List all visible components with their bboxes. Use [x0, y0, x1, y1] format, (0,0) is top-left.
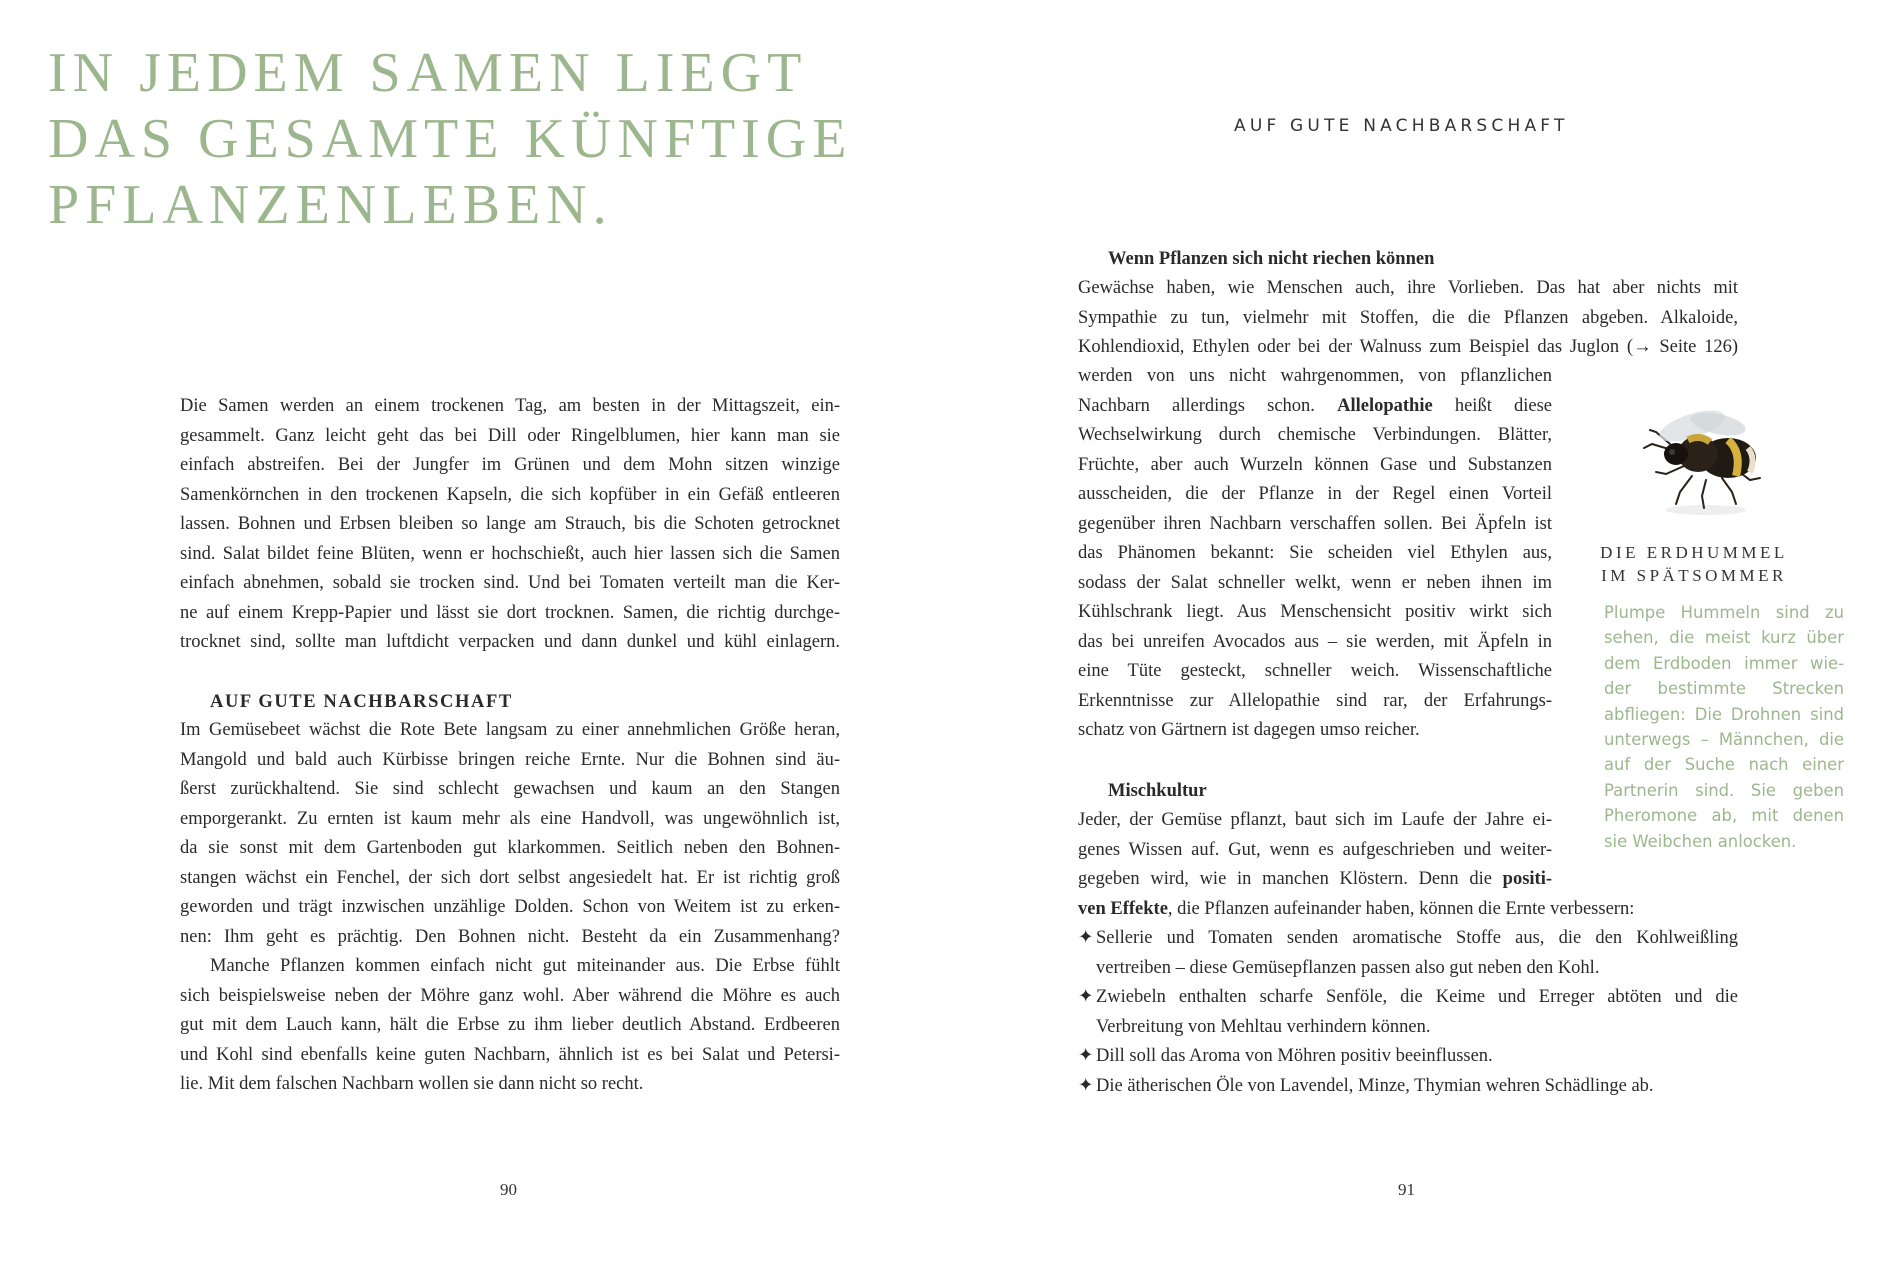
caption-title-line: IM SPÄTSOMMER	[1601, 566, 1787, 585]
text-line: schatz von Gärtnern ist dagegen umso reicher.	[1078, 720, 1420, 740]
list-item-continuation: Verbreitung von Mehltau verhindern können.	[1096, 1016, 1431, 1037]
text-line: ne auf einem Krepp-Papier und lässt sie dort trocknen. Samen, die richtig durchge-	[180, 602, 840, 623]
bold-term: ven Effekte	[1078, 899, 1168, 919]
text-line: stangen wächst ein Fenchel, der sich dort selbst angesiedelt hat. Er ist richtig groß	[180, 867, 840, 888]
caption-line: sehen, die meist kurz über	[1604, 628, 1844, 648]
caption-line: dem Erdboden immer wie-	[1604, 653, 1844, 673]
caption-line: unterwegs – Männchen, die	[1604, 729, 1844, 749]
text-line: sodass der Salat schneller welkt, wenn er neben ihnen im	[1078, 572, 1552, 593]
bullet-icon: ✦	[1078, 1075, 1094, 1096]
list-item-text: Die ätherischen Öle von Lavendel, Minze, Thymian wehren Schädlinge ab.	[1096, 1075, 1654, 1096]
text-line: Kohlendioxid, Ethylen oder bei der Walnuss zum Beispiel das Juglon (→ Seite 126)	[1078, 337, 1738, 357]
text-line: Früchte, aber auch Wurzeln können Gase und Substanzen	[1078, 454, 1552, 475]
text-line: ausscheiden, die der Pflanze in der Regel einen Vorteil	[1078, 484, 1552, 504]
text-line: Gewächse haben, wie Menschen auch, ihre Vorlieben. Das hat aber nichts mit	[1078, 278, 1738, 298]
caption-line: Plumpe Hummeln sind zu	[1604, 603, 1844, 622]
right-paragraph-1-full	[1078, 274, 1738, 363]
list-item	[1078, 1042, 1738, 1072]
text-line: das Phänomen bekannt: Sie scheiden viel Ethylen aus,	[1078, 543, 1552, 563]
bullet-list	[1078, 924, 1738, 1101]
image-caption-body	[1604, 600, 1844, 854]
list-item-text: Zwiebeln enthalten scharfe Senföle, die Keime und Erreger abtöten und die	[1096, 987, 1738, 1007]
text-line: lassen. Bohnen und Erbsen bleiben so lange am Strauch, bis die Schoten getrocknet	[180, 514, 840, 534]
page-number-left: 90	[500, 1180, 517, 1199]
text-line: Die Samen werden an einem trockenen Tag, am besten in der Mittagszeit, ein-	[180, 396, 840, 416]
section-heading-1: Wenn Pflanzen sich nicht riechen können	[1108, 249, 1435, 269]
text-span: heißt diese	[1454, 395, 1552, 416]
text-line: eine Tüte gesteckt, schneller weich. Wissenschaftliche	[1078, 661, 1552, 681]
text-line: geworden und trägt inzwischen unzählige Dolden. Schon von Weitem ist zu erken-	[180, 897, 840, 917]
caption-line: sie Weibchen anlocken.	[1604, 831, 1797, 851]
text-line	[1078, 392, 1552, 422]
caption-line: abfliegen: Die Drohnen sind	[1604, 704, 1844, 724]
text-line: genes Wissen auf. Gut, wenn es aufgeschrieben und weiter-	[1078, 839, 1552, 860]
text-line: Im Gemüsebeet wächst die Rote Bete langsam zu einer annehmlichen Größe heran,	[180, 720, 840, 740]
list-item	[1078, 983, 1738, 1013]
text-span: , die Pflanzen aufeinander haben, können die Ernte verbessern:	[1167, 899, 1635, 919]
text-line: trocknet sind, sollte man luftdicht verpacken und dann dunkel und kühl einlagern.	[180, 632, 840, 652]
text-line: gut mit dem Lauch kann, hält die Erbse zu ihm lieber deutlich Abstand. Erdbeeren	[180, 1015, 840, 1035]
bumblebee-image	[1632, 392, 1780, 522]
caption-line: Pheromone ab, mit denen	[1604, 806, 1844, 826]
section-heading-2: Mischkultur	[1108, 781, 1207, 801]
text-line: Sympathie zu tun, vielmehr mit Stoffen, die die Pflanzen abgeben. Alkaloide,	[1078, 307, 1738, 328]
image-caption-title	[1592, 541, 1796, 587]
text-line: Wechselwirkung durch chemische Verbindungen. Blätter,	[1078, 425, 1552, 445]
caption-line: der bestimmte Strecken	[1604, 679, 1844, 699]
text-line: lie. Mit dem falschen Nachbarn wollen sie dann nicht so recht.	[180, 1074, 644, 1094]
left-paragraph-2	[180, 716, 840, 1100]
pull-quote-line: PFLANZENLEBEN.	[48, 174, 613, 236]
text-span: gegeben wird, wie in manchen Klöstern. Denn die	[1078, 869, 1492, 889]
text-span: Nachbarn allerdings schon.	[1078, 395, 1315, 416]
pull-quote	[48, 40, 852, 238]
text-line: Jeder, der Gemüse pflanzt, baut sich im Laufe der Jahre ei-	[1078, 810, 1552, 830]
text-line: Mangold und bald auch Kürbisse bringen reiche Ernte. Nur die Bohnen sind äu-	[180, 749, 840, 770]
text-line: emporgerankt. Zu ernten ist kaum mehr als eine Handvoll, was ungewöhnlich ist,	[180, 808, 840, 829]
bumblebee-icon	[1632, 392, 1780, 522]
text-line: sich beispielsweise neben der Möhre ganz wohl. Aber während die Möhre es auch	[180, 985, 840, 1006]
text-line: Samenkörnchen in den trockenen Kapseln, die sich kopfüber in ein Gefäß entleeren	[180, 484, 840, 505]
text-line: ßerst zurückhaltend. Sie sind schlecht gewachsen und kaum an den Stangen	[180, 779, 840, 799]
bold-term: Allelopathie	[1337, 395, 1433, 416]
bullet-icon: ✦	[1078, 1046, 1094, 1066]
pull-quote-line: DAS GESAMTE KÜNFTIGE	[48, 108, 853, 170]
list-item	[1078, 1072, 1738, 1102]
text-line: sind. Salat bildet feine Blüten, wenn er hochschießt, auch hier lassen sich die Samen	[180, 543, 840, 564]
right-paragraph-2-narrow	[1078, 806, 1552, 895]
caption-line: Partnerin sind. Sie geben	[1604, 780, 1844, 800]
right-paragraph-1-narrow	[1078, 362, 1552, 746]
text-line: gegenüber ihren Nachbarn verschaffen sollen. Bei Äpfeln ist	[1078, 513, 1552, 534]
list-item-text: Dill soll das Aroma von Möhren positiv beeinflussen.	[1096, 1046, 1493, 1066]
text-line: einfach abstreifen. Bei der Jungfer im Grünen und dem Mohn sitzen winzige	[180, 455, 840, 475]
left-paragraph-1	[180, 392, 840, 658]
right-paragraph-2-full	[1078, 895, 1738, 925]
bold-term: positi-	[1502, 869, 1552, 889]
text-line: Manche Pflanzen kommen einfach nicht gut miteinander aus. Die Erbse fühlt	[210, 956, 840, 976]
caption-title-line: DIE ERDHUMMEL	[1600, 543, 1788, 562]
running-head: AUF GUTE NACHBARSCHAFT	[1234, 116, 1569, 136]
bullet-icon: ✦	[1078, 928, 1094, 948]
text-line: nen: Ihm geht es prächtig. Den Bohnen nicht. Besteht da ein Zusammenhang?	[180, 926, 840, 947]
text-line: werden von uns nicht wahrgenommen, von pflanzlichen	[1078, 366, 1552, 386]
text-line: da sie sonst mit dem Gartenboden gut klarkommen. Seitlich neben den Bohnen-	[180, 838, 840, 858]
text-line: Erkenntnisse zur Allelopathie sind rar, der Erfahrungs-	[1078, 690, 1552, 711]
text-line: und Kohl sind ebenfalls keine guten Nachbarn, ähnlich ist es bei Salat und Petersi-	[180, 1044, 840, 1065]
page-number-right: 91	[1398, 1180, 1415, 1199]
caption-line: auf der Suche nach einer	[1604, 755, 1844, 775]
pull-quote-line: IN JEDEM SAMEN LIEGT	[48, 42, 808, 104]
text-line	[1078, 895, 1738, 925]
text-line: gesammelt. Ganz leicht geht das bei Dill oder Ringelblumen, hier kann man sie	[180, 425, 840, 446]
list-item	[1078, 924, 1738, 954]
text-line: das bei unreifen Avocados aus – sie werden, mit Äpfeln in	[1078, 631, 1552, 652]
bullet-icon: ✦	[1078, 987, 1094, 1007]
text-line: Kühlschrank liegt. Aus Menschensicht positiv wirkt sich	[1078, 602, 1552, 622]
list-item-continuation: vertreiben – diese Gemüsepflanzen passen also gut neben den Kohl.	[1096, 957, 1600, 978]
text-line: einfach abnehmen, sobald sie trocken sind. Und bei Tomaten verteilt man die Ker-	[180, 573, 840, 593]
list-item-text: Sellerie und Tomaten senden aromatische Stoffe aus, die den Kohlweißling	[1096, 928, 1738, 948]
section-heading: AUF GUTE NACHBARSCHAFT	[210, 692, 513, 712]
text-line	[1078, 865, 1552, 895]
